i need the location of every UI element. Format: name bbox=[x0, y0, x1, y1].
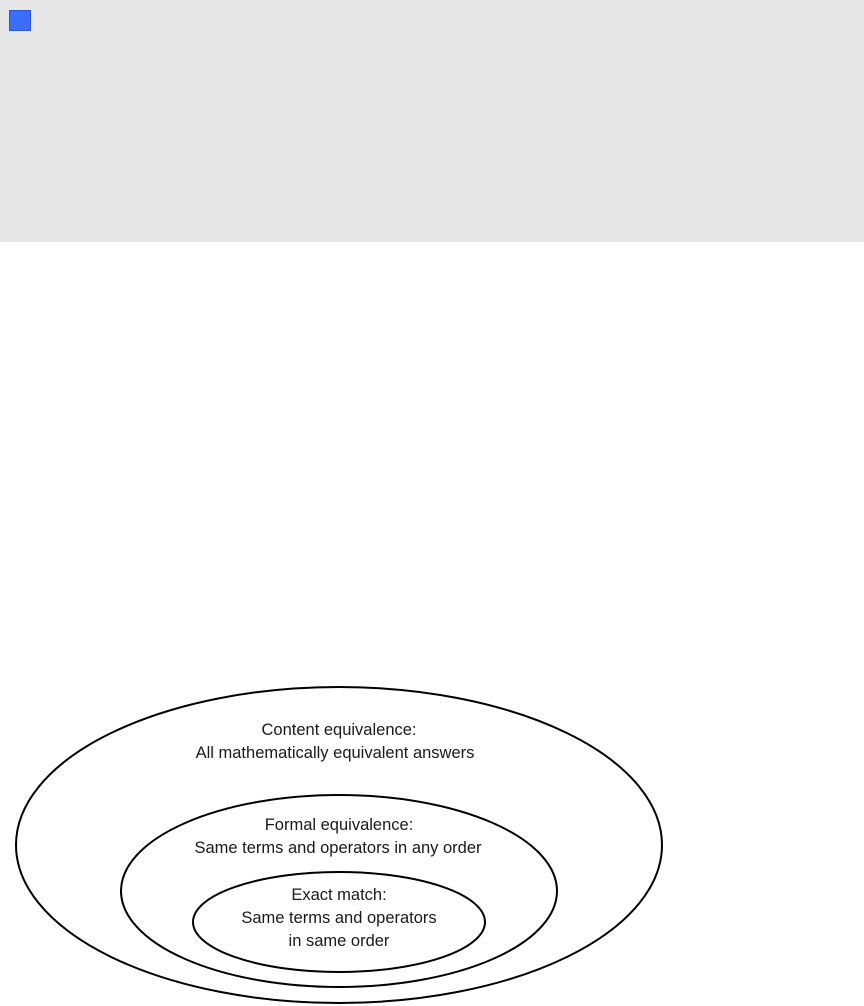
content-equivalence-description: All mathematically equivalent answers bbox=[195, 744, 475, 762]
exact-match-title: Exact match: bbox=[291, 886, 387, 904]
formal-equivalence-title: Formal equivalence: bbox=[264, 816, 414, 834]
exact-match-description-line1: Same terms and operators bbox=[241, 909, 437, 927]
content-equivalence-title: Content equivalence: bbox=[261, 721, 417, 739]
exact-match-description-line2: in same order bbox=[288, 932, 390, 950]
formal-equivalence-description: Same terms and operators in any order bbox=[194, 839, 482, 857]
